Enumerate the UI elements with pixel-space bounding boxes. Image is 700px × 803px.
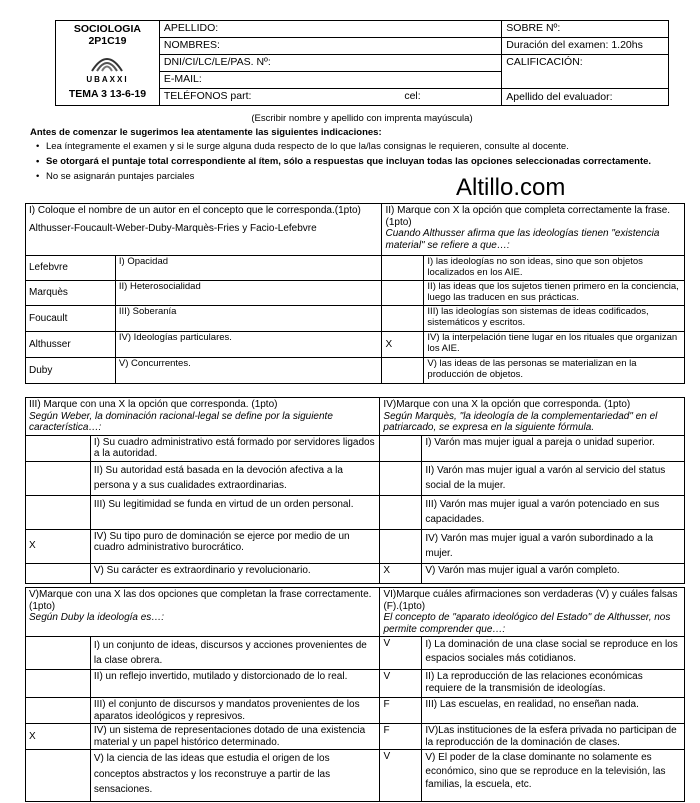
q5-option-2: II) un reflejo invertido, mutilado y distorcionado de lo real. [90, 670, 380, 698]
q6-mark-1[interactable]: V [380, 637, 422, 670]
apellido-field[interactable]: APELLIDO: [159, 21, 501, 38]
q2-option-2: II) las ideas que los sujetos tienen primero en la conciencia, luego las traducen en sus prácticas. [424, 281, 685, 306]
exam-duration: Duración del examen: 1.20hs [502, 38, 669, 55]
q4-title: IV)Marque con una X la opción que corresponda. (1pto) [383, 399, 631, 410]
q2-option-1: I) las ideologías no son ideas, sino que son objetos localizados en los AIE. [424, 256, 685, 281]
q4-option-5: V) Varón mas mujer igual a varón completo. [422, 563, 685, 583]
nombres-field[interactable]: NOMBRES: [159, 38, 501, 55]
q5-title: V)Marque con una X las dos opciones que completan la frase correctamente.(1pto) [29, 589, 372, 612]
instructions [30, 128, 670, 187]
q6-mark-2[interactable]: V [380, 670, 422, 698]
q3-mark-2[interactable] [26, 461, 91, 495]
q4-mark-2[interactable] [380, 461, 422, 495]
q1-header [26, 204, 382, 256]
q4-option-3: III) Varón mas mujer igual a varón potenciado en sus capacidades. [422, 495, 685, 529]
q2-header [382, 204, 685, 256]
q1-title: I) Coloque el nombre de un autor en el concepto que le corresponda.(1pto) [29, 205, 361, 216]
q3-prompt: Según Weber, la dominación racional-legal se define por la siguiente característica…: [29, 410, 333, 433]
q5-mark-3[interactable] [26, 698, 91, 724]
q2-prompt: Cuando Althusser afirma que las ideologías tienen "existencia material" se refiere a que…: [385, 228, 660, 251]
q2-option-5: V) las ideas de las personas se materializan en la producción de objetos. [424, 358, 685, 384]
subject-title: SOCIOLOGIA [73, 23, 141, 35]
q3-header [26, 398, 380, 436]
q4-mark-1[interactable] [380, 435, 422, 461]
cel-label: cel: [404, 90, 421, 102]
instruction-item: • Se otorgará el puntaje total correspondiente al ítem, sólo a respuestas que incluyan todas las opciones seleccionadas correctamente. [30, 157, 670, 168]
q3-option-5: V) Su carácter es extraordinario y revolucionario. [90, 563, 380, 583]
evaluator-field[interactable]: Apellido del evaluador: [502, 89, 669, 106]
dni-field[interactable]: DNI/CI/LC/LE/PAS. Nº: [159, 55, 501, 72]
q6-mark-4[interactable]: F [380, 724, 422, 750]
q6-header [380, 588, 685, 637]
instruction-item: • Lea íntegramente el examen y si le surge alguna duda respecto de lo que la/las consignas le requieren, consulte al docente. [30, 142, 670, 153]
instruction-item: • No se asignarán puntajes parciales [30, 172, 670, 183]
q3-option-1: I) Su cuadro administrativo está formado por servidores ligados a la autoridad. [90, 435, 380, 461]
q1-answer-5[interactable]: Duby [26, 358, 116, 384]
print-name-note: (Escribir nombre y apellido con imprenta mayúscula) [251, 113, 473, 124]
q2-option-3: III) las ideologías son sistemas de ideas codificados, sistemáticos y escritos. [424, 306, 685, 332]
q1-answer-3[interactable]: Foucault [26, 306, 116, 332]
course-logo-block [56, 21, 160, 106]
q4-option-1: I) Varón mas mujer igual a pareja o unidad superior. [422, 435, 685, 461]
questions-3-4 [25, 397, 685, 584]
q1-answer-4[interactable]: Althusser [26, 332, 116, 358]
q3-option-3: III) Su legitimidad se funda en virtud de un orden personal. [90, 495, 380, 529]
q6-option-2: II) La reproducción de las relaciones económicas requiere de la transmisión de ideologías. [422, 670, 685, 698]
q3-option-2: II) Su autoridad está basada en la devoción afectiva a la persona y a sus cualidades extraordinarias. [90, 461, 380, 495]
q5-mark-2[interactable] [26, 670, 91, 698]
q2-option-4: IV) la interpelación tiene lugar en los rituales que organizan los AIE. [424, 332, 685, 358]
q6-option-5: V) El poder de la clase dominante no solamente es económico, sino que se reproduce en la televisión, las familias, la escuela, etc. [422, 750, 685, 802]
q6-prompt: El concepto de "aparato ideológico del Estado" de Althusser, nos permite comprender que…: [383, 612, 671, 635]
phone-label: TELÉFONOS part: [163, 90, 252, 102]
q6-title: VI)Marque cuáles afirmaciones son verdaderas (V) y cuáles falsas (F).(1pto) [383, 589, 678, 612]
instructions-list [30, 142, 670, 183]
phone-field[interactable] [159, 89, 501, 106]
q5-prompt: Según Duby la ideología es…: [29, 612, 165, 623]
q4-mark-5[interactable]: X [380, 563, 422, 583]
student-info-header [55, 20, 669, 106]
q4-header [380, 398, 685, 436]
q5-mark-1[interactable] [26, 637, 91, 670]
course-code: 2P1C19 [88, 35, 127, 48]
q6-option-3: III) Las escuelas, en realidad, no enseñan nada. [422, 698, 685, 724]
email-field[interactable]: E-MAIL: [159, 72, 501, 89]
q3-title: III) Marque con una X la opción que corresponda. (1pto) [29, 399, 278, 410]
q5-option-5: V) la ciencia de las ideas que estudia el origen de los conceptos abstractos y los reconstruye a partir de las sensaciones. [90, 750, 380, 802]
q2-mark-4[interactable]: X [382, 332, 424, 358]
q3-option-4: IV) Su tipo puro de dominación se ejerce por medio de un cuadro administrativo burocrático. [90, 529, 380, 563]
q2-mark-2[interactable] [382, 281, 424, 306]
q1-answer-1[interactable]: Lefebvre [26, 256, 116, 281]
q2-mark-1[interactable] [382, 256, 424, 281]
logo-text: UBAXXI [86, 75, 129, 85]
q1-authors: Althusser-Foucault-Weber-Duby-Marquès-Fries y Facio-Lefebvre [29, 222, 317, 234]
q4-mark-3[interactable] [380, 495, 422, 529]
q4-prompt: Según Marquès, "la ideología de la complementariedad" en el patriarcado, se expresa en la siguiente fórmula. [383, 410, 658, 433]
q4-option-2: II) Varón mas mujer igual a varón al servicio del status social de la mujer. [422, 461, 685, 495]
instructions-lead: Antes de comenzar le sugerimos lea atentamente las siguientes indicaciones: [30, 127, 382, 138]
q5-option-3: III) el conjunto de discursos y mandatos provenientes de los aparatos ideológicos y represivos. [90, 698, 380, 724]
exam-topic-date: TEMA 3 13-6-19 [68, 88, 147, 101]
q2-mark-3[interactable] [382, 306, 424, 332]
q5-option-1: I) un conjunto de ideas, discursos y acciones provenientes de la clase obrera. [90, 637, 380, 670]
q5-option-4: IV) un sistema de representaciones dotado de una existencia material y un papel histórico determinado. [90, 724, 380, 750]
q3-mark-3[interactable] [26, 495, 91, 529]
q3-mark-1[interactable] [26, 435, 91, 461]
questions-5-6 [25, 587, 685, 802]
q5-mark-4[interactable]: X [26, 724, 91, 750]
q1-concept-4: IV) Ideologías particulares. [115, 332, 382, 358]
q5-header [26, 588, 380, 637]
questions-1-2 [25, 203, 685, 384]
q3-mark-4[interactable]: X [26, 529, 91, 563]
watermark-altillo: Altillo.com [456, 174, 566, 201]
q1-concept-2: II) Heterosocialidad [115, 281, 382, 306]
q2-title: II) Marque con X la opción que completa correctamente la frase.(1pto) [385, 205, 671, 228]
q4-option-4: IV) Varón mas mujer igual a varón subordinado a la mujer. [422, 529, 685, 563]
q6-option-1: I) La dominación de una clase social se reproduce en los espacios sociales más cotidianos. [422, 637, 685, 670]
ubaxxi-logo-icon [90, 53, 124, 73]
q5-mark-5[interactable] [26, 750, 91, 802]
sobre-field[interactable]: SOBRE Nº: [502, 21, 669, 38]
q1-concept-1: I) Opacidad [115, 256, 382, 281]
q1-answer-2[interactable]: Marquès [26, 281, 116, 306]
q3-mark-5[interactable] [26, 563, 91, 583]
q1-concept-3: III) Soberanía [115, 306, 382, 332]
q4-mark-4[interactable] [380, 529, 422, 563]
calificacion-field[interactable]: CALIFICACIÓN: [502, 55, 669, 89]
q2-mark-5[interactable] [382, 358, 424, 384]
q1-concept-5: V) Concurrentes. [115, 358, 382, 384]
q6-mark-3[interactable]: F [380, 698, 422, 724]
q6-option-4: IV)Las instituciones de la esfera privada no participan de la reproducción de la dominación de clases. [422, 724, 685, 750]
q6-mark-5[interactable]: V [380, 750, 422, 802]
